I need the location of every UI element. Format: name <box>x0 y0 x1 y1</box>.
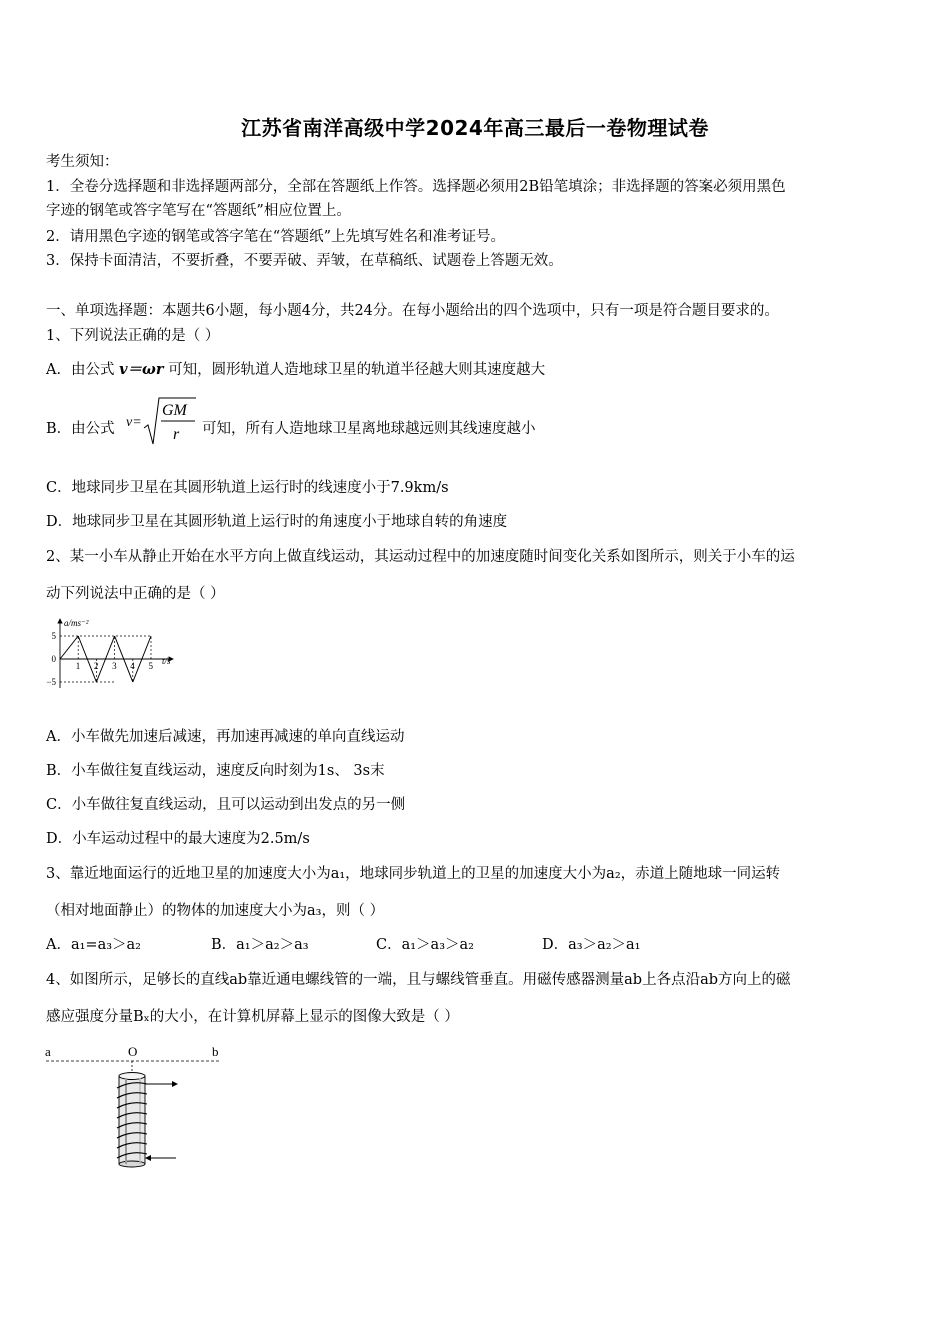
y-tick-label: −5 <box>46 677 56 687</box>
formula-denominator: r <box>173 426 180 443</box>
q4-stem-line-1: 4、如图所示，足够长的直线ab靠近通电螺线管的一端，且与螺线管垂直。用磁传感器测量ab上各点沿ab方向上的磁 <box>46 972 791 988</box>
notice-item-3: 3．保持卡面清洁，不要折叠，不要弄破、弄皱，在草稿纸、试题卷上答题无效。 <box>46 253 563 269</box>
label-b: b <box>212 1044 219 1059</box>
q2-option-d: D．小车运动过程中的最大速度为2.5m/s <box>46 831 310 847</box>
page-title: 江苏省南洋高级中学2024年高三最后一卷物理试卷 <box>241 116 709 140</box>
q1-option-b-formula <box>124 394 200 448</box>
q2-stem-line-2: 动下列说法中正确的是（ ） <box>46 586 225 602</box>
q1-stem: 1、下列说法正确的是（ ） <box>46 328 220 344</box>
notice-item-1-line-2: 字迹的钢笔或答字笔写在“答题纸”相应位置上。 <box>46 203 351 219</box>
q3-stem-line-2: （相对地面静止）的物体的加速度大小为a₃，则（ ） <box>46 903 385 919</box>
q1-option-a-prefix: A．由公式 <box>46 362 115 378</box>
x-tick-label: 5 <box>148 661 153 671</box>
y-tick-label: 0 <box>51 654 56 664</box>
q2-option-c: C．小车做往复直线运动，且可以运动到出发点的另一侧 <box>46 797 406 813</box>
y-tick-label: 5 <box>51 631 56 641</box>
q1-option-c: C．地球同步卫星在其圆形轨道上运行时的线速度小于7.9km/s <box>46 480 449 496</box>
q1-option-a-text: 可知，圆形轨道人造地球卫星的轨道半径越大则其速度越大 <box>168 362 546 378</box>
q1-option-b-text: 可知，所有人造地球卫星离地球越远则其线速度越小 <box>202 421 536 437</box>
formula-v: v= <box>126 415 142 430</box>
x-tick-label: 1 <box>75 661 81 671</box>
solenoid <box>117 1073 147 1168</box>
q2-option-b: B．小车做往复直线运动，速度反向时刻为1s、 3s末 <box>46 763 385 779</box>
q4-solenoid-figure <box>40 1038 240 1173</box>
x-axis-label: t/s <box>162 656 171 666</box>
formula-numerator: GM <box>162 402 187 419</box>
q2-stem-line-1: 2、某一小车从静止开始在水平方向上做直线运动，其运动过程中的加速度随时间变化关系如图所示，则关于小车的运 <box>46 549 795 565</box>
q3-option-b: B．a₁＞a₂＞a₃ <box>211 937 309 953</box>
q3-stem-line-1: 3、靠近地面运行的近地卫星的加速度大小为a₁，地球同步轨道上的卫星的加速度大小为a₂，赤道上随地球一同运转 <box>46 866 781 882</box>
current-arrow-bottom <box>145 1155 176 1161</box>
q1-option-d: D．地球同步卫星在其圆形轨道上运行时的角速度小于地球自转的角速度 <box>46 514 508 530</box>
x-tick-label: 2 <box>93 661 99 671</box>
x-tick-label: 4 <box>130 661 135 671</box>
q1-option-a <box>46 360 545 380</box>
q4-stem-line-2: 感应强度分量Bₓ的大小，在计算机屏幕上显示的图像大致是（ ） <box>46 1009 459 1025</box>
x-tick-label: 3 <box>112 661 117 671</box>
q2-acceleration-time-graph <box>40 614 190 692</box>
q3-option-a: A．a₁=a₃＞a₂ <box>46 937 141 953</box>
q3-option-d: D．a₃＞a₂＞a₁ <box>542 937 641 953</box>
q3-option-c: C．a₁＞a₃＞a₂ <box>376 937 474 953</box>
section-heading: 一、单项选择题：本题共6小题，每小题4分，共24分。在每小题给出的四个选项中，只有一项是符合题目要求的。 <box>46 303 779 319</box>
label-o: O <box>128 1044 138 1059</box>
series-segment <box>60 636 78 659</box>
q1-option-b-prefix: B．由公式 <box>46 421 115 437</box>
y-axis-label: a/ms⁻² <box>64 618 89 628</box>
notice-item-1-line-1: 1．全卷分选择题和非选择题两部分，全部在答题纸上作答。选择题必须用2B铅笔填涂；非选择题的答案必须用黑色 <box>46 179 786 195</box>
label-a: a <box>45 1044 51 1059</box>
notice-heading: 考生须知： <box>46 154 119 170</box>
notice-item-2: 2．请用黑色字迹的钢笔或答字笔在“答题纸”上先填写姓名和准考证号。 <box>46 229 506 245</box>
current-arrow-top <box>145 1081 178 1087</box>
q1-option-a-formula: v＝ωr <box>119 361 164 378</box>
q2-option-a: A．小车做先加速后减速，再加速再减速的单向直线运动 <box>46 729 405 745</box>
